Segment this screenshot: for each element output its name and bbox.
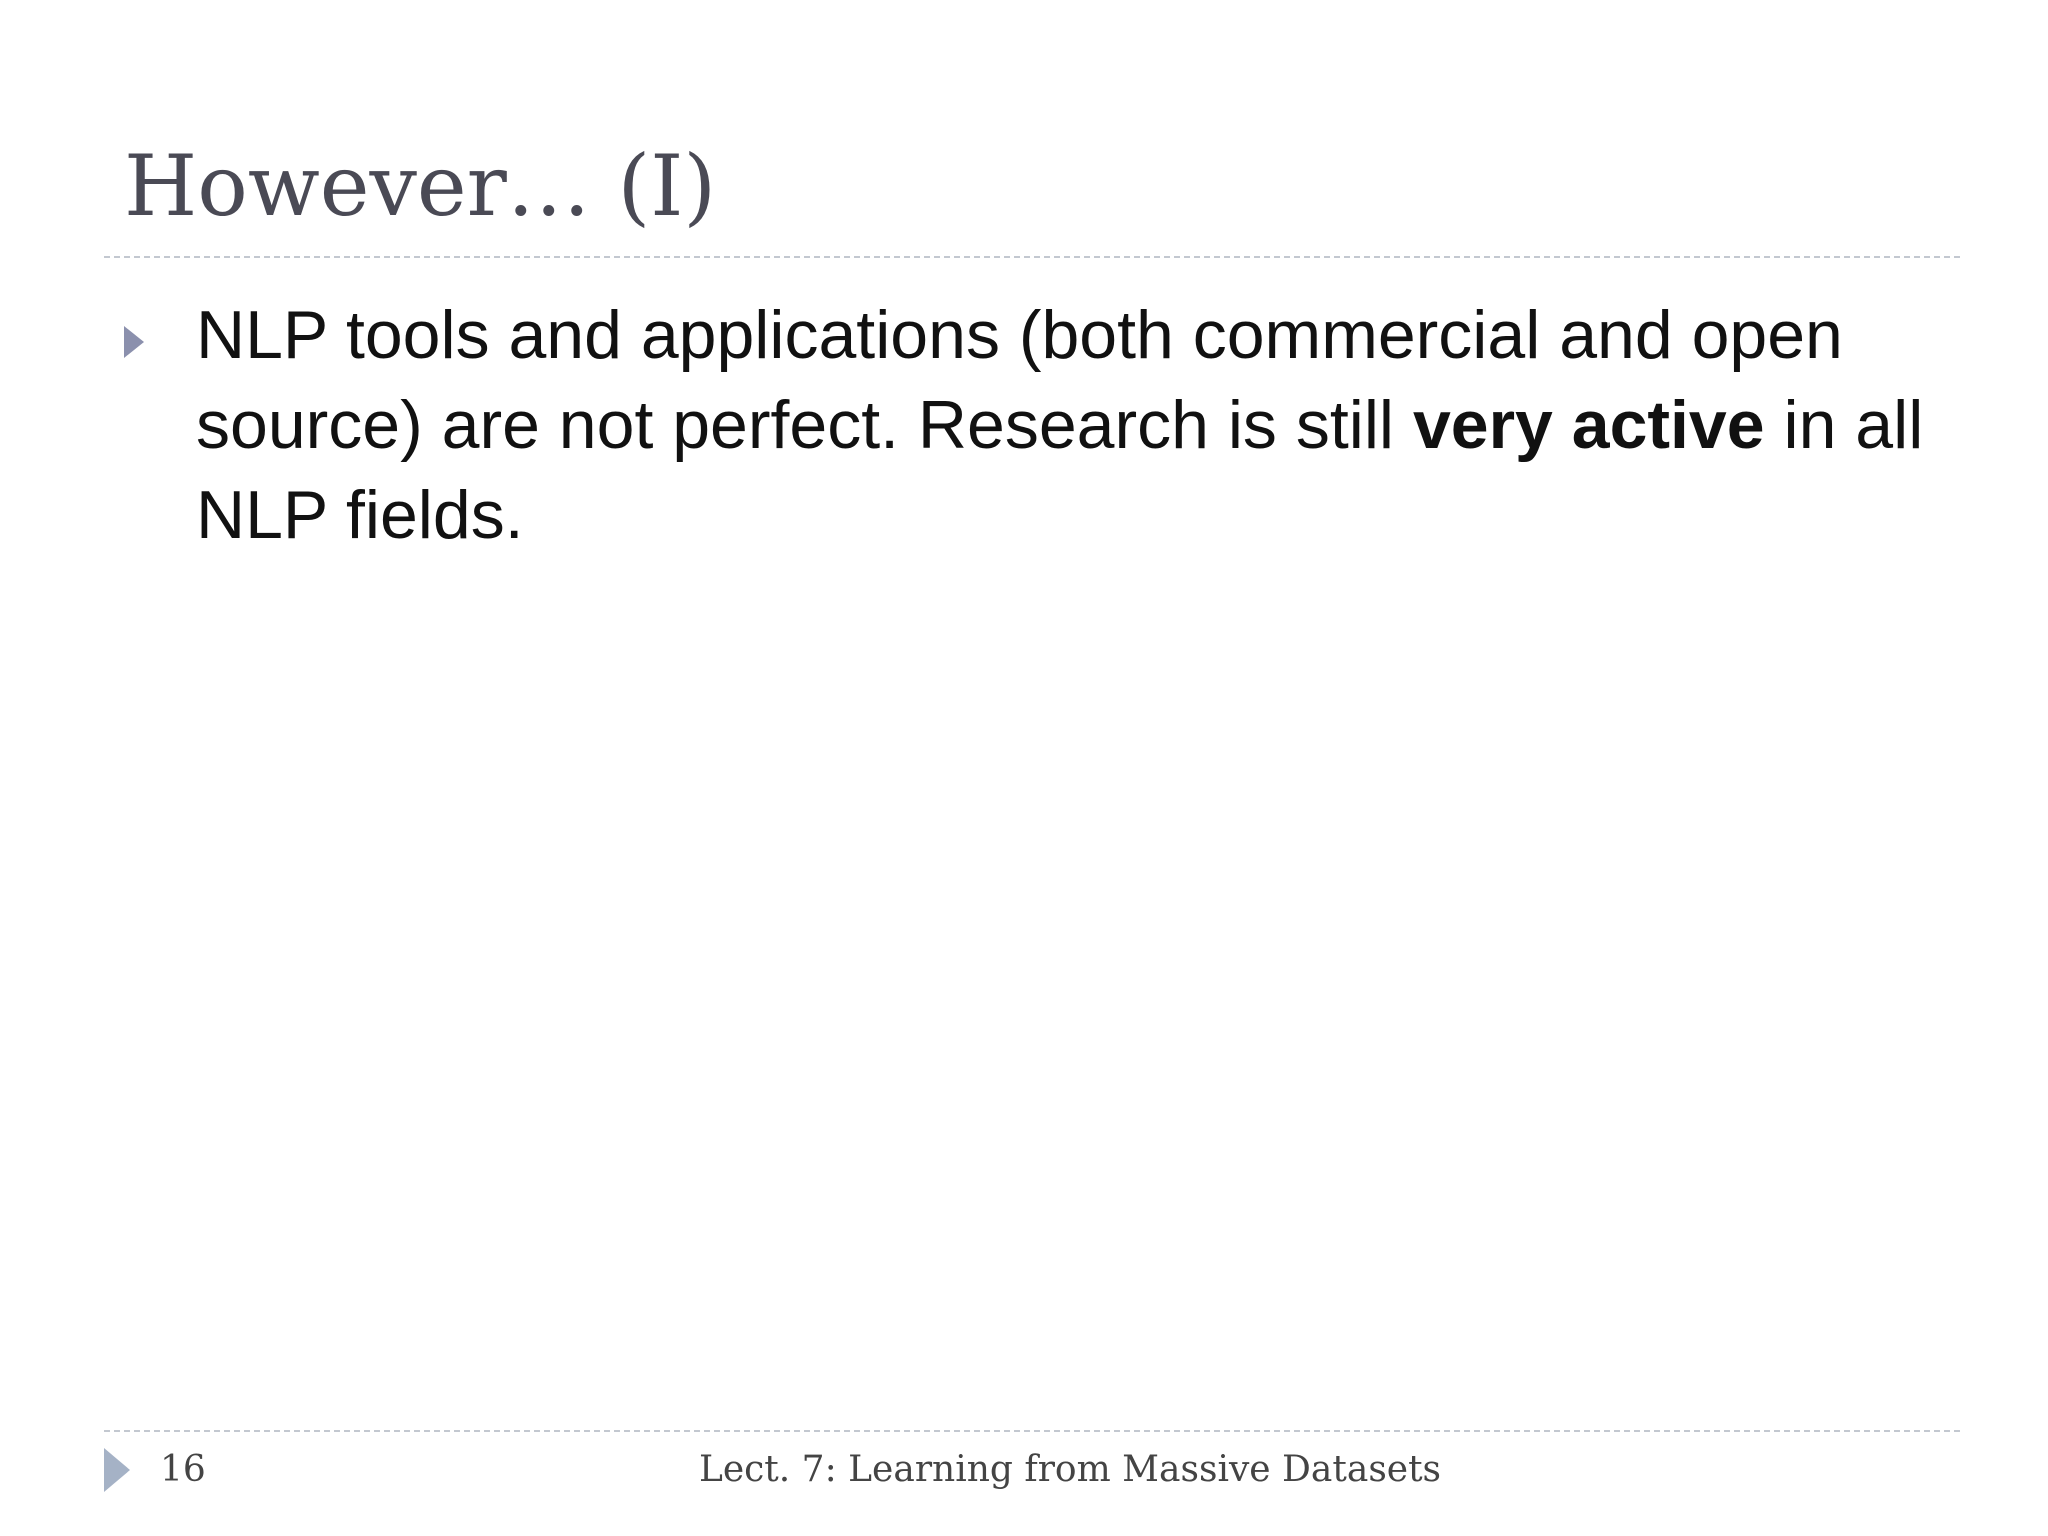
title-divider — [104, 256, 1960, 258]
bullet-text-bold: very active — [1412, 387, 1765, 463]
page-number: 16 — [160, 1449, 206, 1490]
bullet-text-regular-end: in all NLP fields. — [196, 387, 1924, 553]
footer-text: Lect. 7: Learning from Massive Datasets — [698, 1449, 1442, 1490]
triangle-right-icon — [124, 326, 144, 358]
slide-title: However… (I) — [124, 137, 717, 235]
bullet-text — [196, 290, 1954, 560]
bullet-item — [124, 290, 1954, 560]
bullet-text-regular: NLP tools and applications (both commercial and open source) are not perfect. Research is still — [196, 297, 1843, 463]
bullet-list — [124, 290, 1954, 560]
footer-divider — [104, 1430, 1960, 1432]
